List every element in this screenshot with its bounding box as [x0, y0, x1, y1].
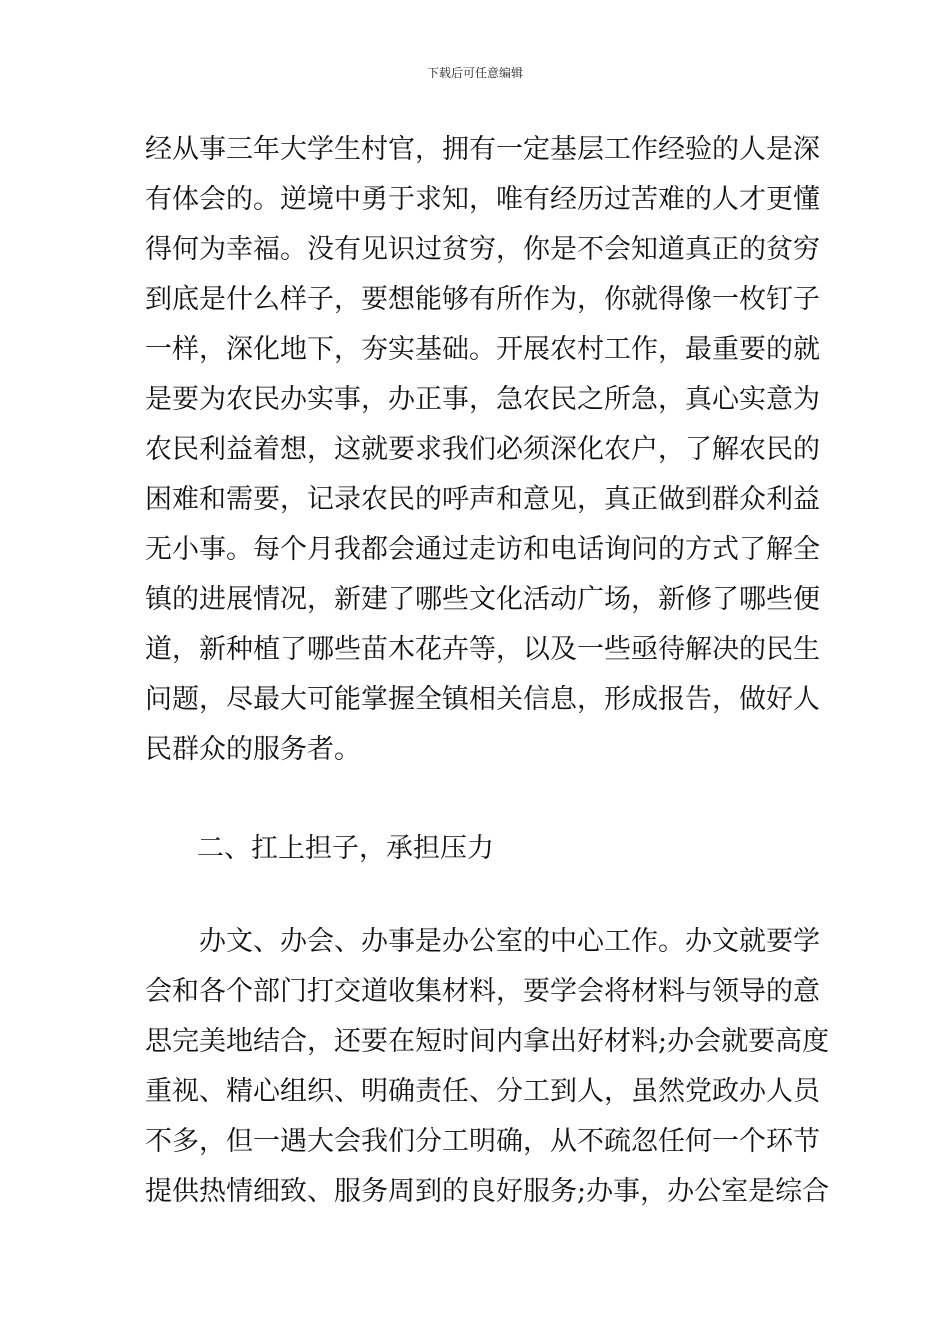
- text-line: 不多，但一遇大会我们分工明确，从不疏忽任何一个环节: [145, 1126, 820, 1157]
- text-line: 道，新种植了哪些苗木花卉等，以及一些亟待解决的民生: [145, 634, 820, 665]
- text-line: 思完美地结合，还要在短时间内拿出好材料;办会就要高度: [145, 1026, 830, 1057]
- text-line: 镇的进展情况，新建了哪些文化活动广场，新修了哪些便: [145, 584, 820, 615]
- text-line: 问题，尽最大可能掌握全镇相关信息，形成报告，做好人: [145, 684, 820, 715]
- text-line: 提供热情细致、服务周到的良好服务;办事，办公室是综合: [145, 1176, 830, 1207]
- text-line: 无小事。每个月我都会通过走访和电话询问的方式了解全: [145, 534, 820, 565]
- text-line: 会和各个部门打交道收集材料，要学会将材料与领导的意: [145, 976, 820, 1007]
- text-line: 到底是什么样子，要想能够有所作为，你就得像一枚钉子: [145, 284, 820, 315]
- text-line: 农民利益着想，这就要求我们必须深化农户，了解农民的: [145, 434, 820, 465]
- text-line: 一样，深化地下，夯实基础。开展农村工作，最重要的就: [145, 334, 820, 365]
- text-line: 经从事三年大学生村官，拥有一定基层工作经验的人是深: [145, 134, 820, 165]
- text-line: 办文、办会、办事是办公室的中心工作。办文就要学: [199, 926, 820, 957]
- text-line: 是要为农民办实事，办正事，急农民之所急，真心实意为: [145, 384, 820, 415]
- section-heading: 二、扛上担子，承担压力: [197, 833, 494, 864]
- document-body: [145, 125, 830, 1217]
- paragraph-1: [145, 125, 820, 775]
- text-line: 困难和需要，记录农民的呼声和意见，真正做到群众利益: [145, 484, 820, 515]
- paragraph-2: [145, 917, 830, 1217]
- page-header: 下载后可任意编辑: [426, 66, 523, 80]
- text-line: 有体会的。逆境中勇于求知，唯有经历过苦难的人才更懂: [145, 184, 820, 215]
- text-line: 民群众的服务者。: [145, 734, 361, 765]
- text-line: 得何为幸福。没有见识过贫穷，你是不会知道真正的贫穷: [145, 234, 820, 265]
- text-line: 重视、精心组织、明确责任、分工到人，虽然党政办人员: [145, 1076, 820, 1107]
